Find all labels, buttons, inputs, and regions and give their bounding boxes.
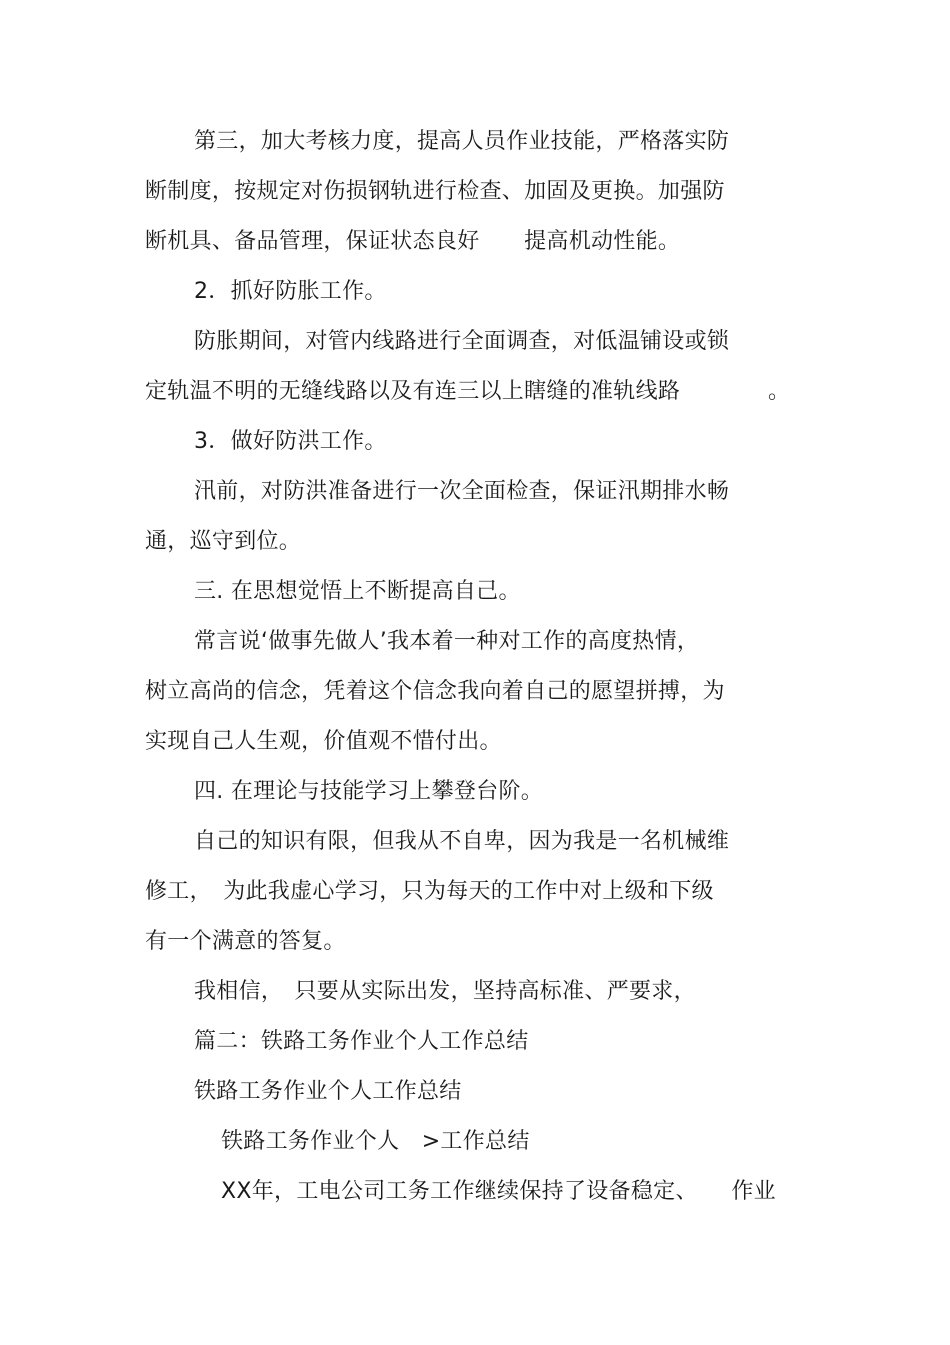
- paragraph-line: 树立高尚的信念，凭着这个信念我向着自己的愿望拼搏，为: [145, 679, 725, 704]
- paragraph-line: 通，巡守到位。: [145, 529, 302, 554]
- paragraph-line: 第三，加大考核力度，提高人员作业技能，严格落实防: [194, 129, 730, 154]
- paragraph-line: 断机具、备品管理，保证状态良好 提高机动性能。: [145, 229, 681, 254]
- paragraph-line: XX年，工电公司工务工作继续保持了设备稳定、 作业: [221, 1179, 776, 1204]
- paragraph-line: 我相信， 只要从实际出发，坚持高标准、严要求，: [194, 979, 696, 1004]
- section-heading: 3．做好防洪工作。: [194, 429, 387, 454]
- document-title: 铁路工务作业个人工作总结: [194, 1079, 462, 1104]
- section-heading: 三. 在思想觉悟上不断提高自己。: [194, 579, 521, 604]
- document-subtitle: 铁路工务作业个人 >工作总结: [221, 1129, 530, 1154]
- section-heading: 2．抓好防胀工作。: [194, 279, 387, 304]
- paragraph-line: 自己的知识有限，但我从不自卑，因为我是一名机械维: [194, 829, 730, 854]
- paragraph-line: 断制度，按规定对伤损钢轨进行检查、加固及更换。加强防: [145, 179, 725, 204]
- section-heading: 四. 在理论与技能学习上攀登台阶。: [194, 779, 544, 804]
- paragraph-line-end: 。: [768, 379, 791, 404]
- paragraph-line: 定轨温不明的无缝线路以及有连三以上瞎缝的准轨线路: [145, 379, 681, 404]
- paragraph-line: 修工， 为此我虚心学习，只为每天的工作中对上级和下级: [145, 879, 714, 904]
- paragraph-line: 常言说‘做事先做人’我本着一种对工作的高度热情，: [194, 629, 700, 654]
- paragraph-line: 实现自己人生观，价值观不惜付出。: [145, 729, 502, 754]
- chapter-heading: 篇二：铁路工务作业个人工作总结: [194, 1029, 529, 1054]
- paragraph-line: 防胀期间，对管内线路进行全面调查，对低温铺设或锁: [194, 329, 730, 354]
- paragraph-line: 汛前，对防洪准备进行一次全面检查，保证汛期排水畅: [194, 479, 730, 504]
- paragraph-line: 有一个满意的答复。: [145, 929, 346, 954]
